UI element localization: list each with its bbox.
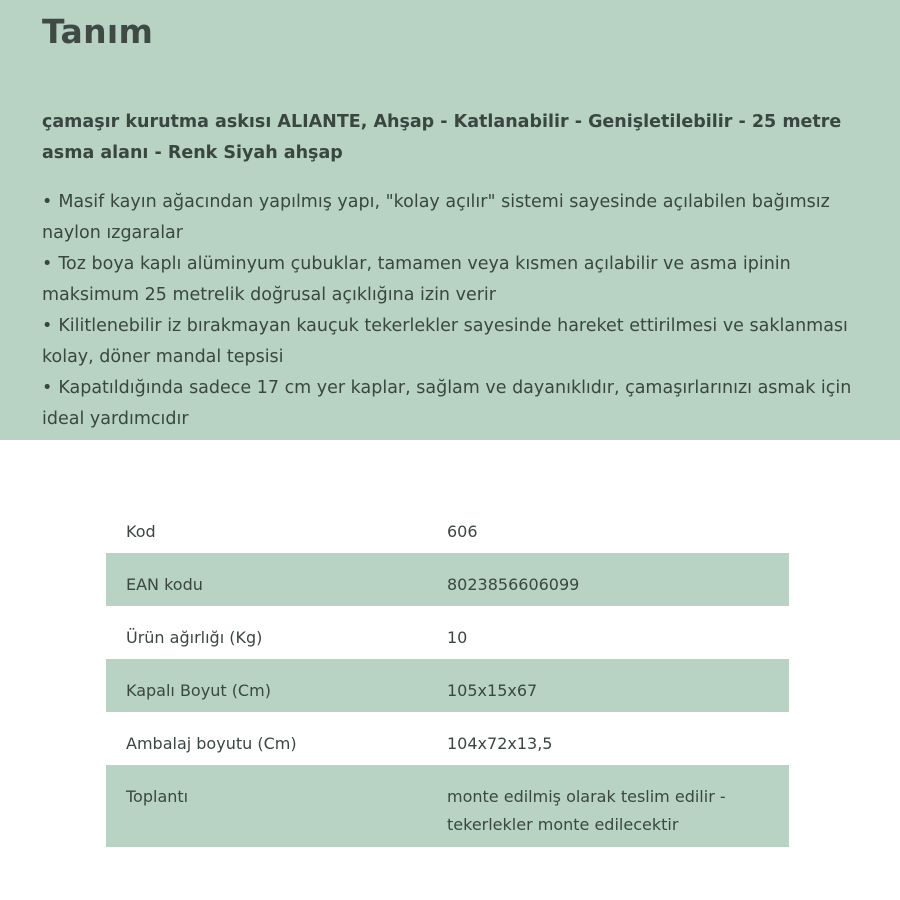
- spec-label: Kod: [126, 522, 156, 541]
- feature-text: Kapatıldığında sadece 17 cm yer kaplar, sağlam ve dayanıklıdır, çamaşırlarınızı asmak için ideal yardımcıdır: [42, 378, 852, 429]
- bullet-icon: •: [42, 254, 53, 274]
- spec-label: Ürün ağırlığı (Kg): [126, 628, 263, 647]
- spec-label: Ambalaj boyutu (Cm): [126, 734, 297, 753]
- feature-text: Masif kayın ağacından yapılmış yapı, "kolay açılır" sistemi sayesinde açılabilen bağımsız naylon ızgaralar: [42, 192, 830, 243]
- spec-label: Kapalı Boyut (Cm): [106, 659, 447, 712]
- bullet-icon: •: [42, 316, 53, 336]
- spec-label: EAN kodu: [106, 553, 447, 606]
- bullet-icon: •: [42, 378, 53, 398]
- spec-value: 105x15x67: [447, 659, 789, 712]
- bullet-icon: •: [42, 192, 53, 212]
- spec-value: 606: [447, 522, 478, 541]
- feature-item: [42, 249, 860, 311]
- table-row: [106, 553, 789, 606]
- table-row: [106, 500, 789, 553]
- feature-item: [42, 311, 860, 373]
- product-name: çamaşır kurutma askısı ALIANTE, Ahşap - Katlanabilir - Genişletilebilir - 25 metre asma alanı - Renk Siyah ahşap: [42, 112, 842, 163]
- feature-text: Kilitlenebilir iz bırakmayan kauçuk tekerlekler sayesinde hareket ettirilmesi ve saklanması kolay, döner mandal tepsisi: [42, 316, 848, 367]
- feature-list: [42, 187, 860, 435]
- spec-value: 8023856606099: [447, 553, 789, 606]
- spec-label: Toplantı: [106, 765, 447, 847]
- table-row: [106, 765, 789, 847]
- table-row: [106, 659, 789, 712]
- feature-text: Toz boya kaplı alüminyum çubuklar, tamamen veya kısmen açılabilir ve asma ipinin maksimum 25 metrelik doğrusal açıklığına izin verir: [42, 254, 791, 305]
- description-panel: [0, 0, 900, 440]
- spec-value: monte edilmiş olarak teslim edilir - tekerlekler monte edilecektir: [447, 765, 789, 847]
- table-row: [106, 712, 789, 765]
- table-row: [106, 606, 789, 659]
- spec-value: 104x72x13,5: [447, 734, 553, 753]
- specs-table: [106, 500, 789, 847]
- spec-value: 10: [447, 628, 468, 647]
- feature-item: [42, 373, 860, 435]
- feature-item: [42, 187, 860, 249]
- section-title: Tanım: [42, 12, 154, 51]
